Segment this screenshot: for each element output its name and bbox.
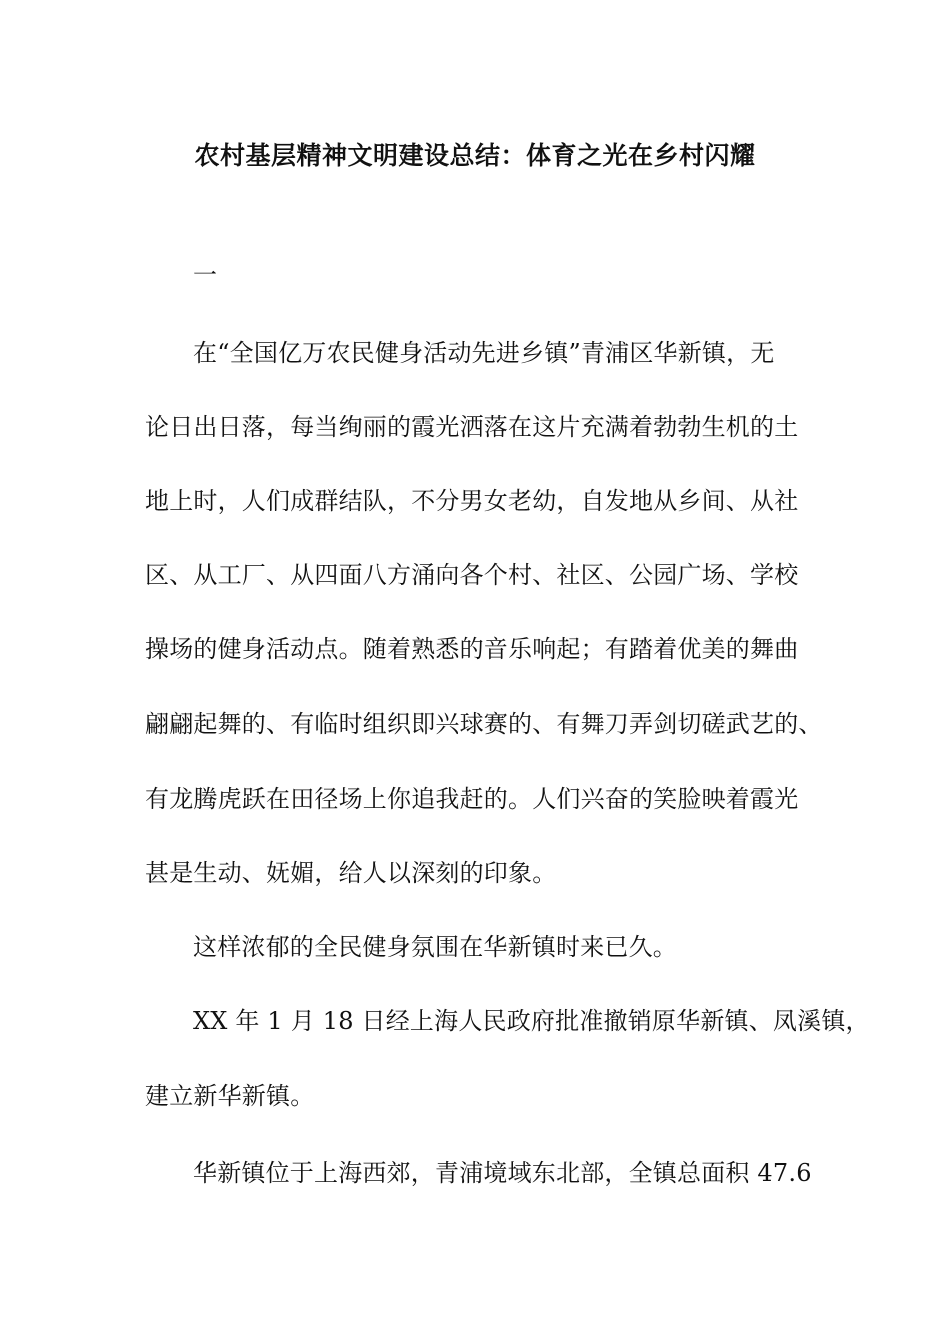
paragraph-line: 翩翩起舞的、有临时组织即兴球赛的、有舞刀弄剑切磋武艺的、: [145, 710, 823, 738]
paragraph-line: 建立新华新镇。: [145, 1082, 315, 1110]
paragraph-line: 华新镇位于上海西郊，青浦境域东北部，全镇总面积 47.6: [193, 1159, 812, 1187]
paragraph-line: XX 年 1 月 18 日经上海人民政府批准撤销原华新镇、凤溪镇，: [193, 1007, 870, 1035]
paragraph-line: 有龙腾虎跃在田径场上你追我赶的。人们兴奋的笑脸映着霞光: [145, 785, 799, 813]
paragraph-line: 甚是生动、妩媚，给人以深刻的印象。: [145, 859, 557, 887]
paragraph-line: 操场的健身活动点。随着熟悉的音乐响起；有踏着优美的舞曲: [145, 635, 799, 663]
section-marker: 一: [193, 261, 218, 289]
document-title: 农村基层精神文明建设总结：体育之光在乡村闪耀: [194, 141, 756, 170]
paragraph-line: 区、从工厂、从四面八方涌向各个村、社区、公园广场、学校: [145, 561, 799, 589]
paragraph-line: 地上时，人们成群结队，不分男女老幼，自发地从乡间、从社: [145, 487, 799, 515]
paragraph-line: 论日出日落，每当绚丽的霞光洒落在这片充满着勃勃生机的土: [145, 413, 799, 441]
paragraph-line: 这样浓郁的全民健身氛围在华新镇时来已久。: [193, 933, 677, 961]
paragraph-line: 在“全国亿万农民健身活动先进乡镇”青浦区华新镇，无: [193, 339, 775, 367]
